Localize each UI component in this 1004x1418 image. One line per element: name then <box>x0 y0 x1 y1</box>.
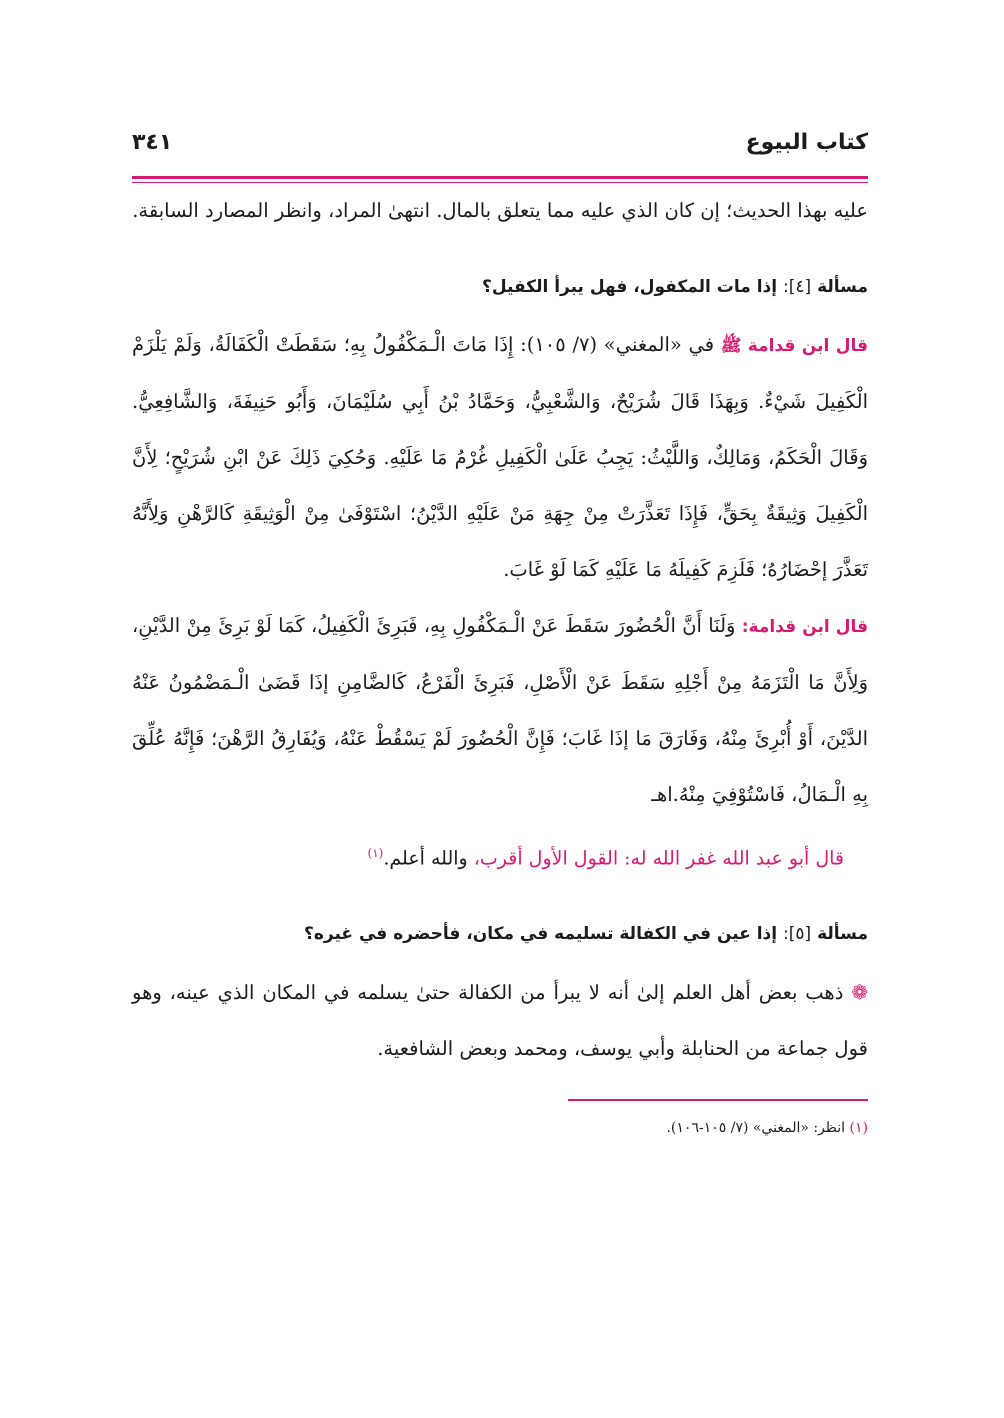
q4-para2-text: وَلَنَا أَنَّ الْحُضُورَ سَقَطَ عَنْ الْـمَكْفُولِ بِهِ، فَبَرِئَ الْكَفِيلُ، كَمَا لَوْ بَرِئَ مِنْ الدَّيْنِ، وَلِأَنَّ مَا الْتَزَمَهُ مِنْ أَجْلِهِ سَقَطَ عَنْ الْأَصْلِ، فَبَرِئَ الْفَرْعُ، كَالضَّامِنِ إذَا قَضَىٰ الْـمَضْمُونُ عَنْهُ الدَّيْنَ، أَوْ أُبْرِئَ مِنْهُ، وَفَارَقَ مَا إذَا غَابَ؛ فَإِنَّ الْحُضُورَ لَمْ يَسْقُطْ عَنْهُ، وَيُفَارِقُ الرَّهْنَ؛ فَإِنَّهُ عُلِّقَ بِهِ الْـمَالُ، فَاسْتُوْفِيَ مِنْهُ.اهـ <box>132 614 868 806</box>
q4-paragraph-1 <box>132 317 868 598</box>
question-label: مسألة <box>817 277 868 297</box>
question-title: إذا عين في الكفالة تسليمه في مكان، فأحضره في غيره؟ <box>304 924 778 945</box>
question-4-heading <box>132 257 868 317</box>
footnote-rule <box>568 1099 868 1101</box>
question-number: [٤]: <box>783 277 812 297</box>
question-number: [٥]: <box>783 924 812 945</box>
author-opinion-line <box>132 825 868 886</box>
header-rule <box>132 176 868 183</box>
flower-bullet-icon: ❁ <box>851 980 869 1005</box>
q4-para1-text: في «المغني» (٧/ ١٠٥): إِذَا مَاتَ الْـمَكْفُولُ بِهِ؛ سَقَطَتْ الْكَفَالَةُ، وَلَمْ يَلْزَمْ الْكَفِيلَ شَيْءٌ. وَبِهَذَا قَالَ شُرَيْحٌ، وَالشَّعْبِيُّ، وَحَمَّادُ بْنُ أَبِي سُلَيْمَانَ، وَأَبُو حَنِيفَةَ، وَالشَّافِعِيُّ. وَقَالَ الْحَكَمُ، وَمَالِكٌ، وَاللَّيْثُ: يَجِبُ عَلَىٰ الْكَفِيلِ غُرْمُ مَا عَلَيْهِ. وَحُكِيَ ذَلِكَ عَنْ ابْنِ شُرَيْحٍ؛ لِأَنَّ الْكَفِيلَ وَثِيقَةٌ بِحَقٍّ، فَإِذَا تَعَذَّرَتْ مِنْ جِهَةِ مَنْ عَلَيْهِ الدَّيْنُ؛ اسْتَوْفَىٰ مِنْ الْوَثِيقَةِ كَالرَّهْنِ وَلِأَنَّهُ تَعَذَّرَ إحْضَارُهُ؛ فَلَزِمَ كَفِيلَهُ مَا عَلَيْهِ كَمَا لَوْ غَابَ. <box>132 333 868 581</box>
q4-paragraph-2 <box>132 598 868 823</box>
footnote-mark: (١) <box>849 1120 868 1137</box>
question-title: إذا مات المكفول، فهل يبرأ الكفيل؟ <box>481 277 778 297</box>
q5-para1-text: ذهب بعض أهل العلم إلىٰ أنه لا يبرأ من الكفالة حتىٰ يسلمه في المكان الذي عينه، وهو قول جماعة من الحنابلة وأبي يوسف، ومحمد وبعض الشافعية. <box>132 981 868 1061</box>
intro-paragraph: عليه بهذا الحديث؛ إن كان الذي عليه مما يتعلق بالمال. انتهىٰ المراد، وانظر المصارد السابقة. <box>132 199 868 222</box>
page-number: ٣٤١ <box>132 130 173 155</box>
q5-paragraph-1 <box>132 964 868 1077</box>
author-opinion: القول الأول أقرب، <box>473 847 619 870</box>
footnote-text: انظر: «المغني» (٧/ ١٠٥-١٠٦). <box>666 1120 846 1137</box>
speaker-label: قال ابن قدامة: <box>741 617 868 637</box>
speaker-label: قال ابن قدامة ﷺ <box>720 336 868 356</box>
question-label: مسألة <box>817 924 868 945</box>
author-end: والله أعلم. <box>383 847 468 870</box>
book-title: كتاب البيوع <box>745 130 868 155</box>
page <box>132 128 868 1143</box>
footnote-reference[interactable]: (١) <box>367 846 384 860</box>
question-5-heading <box>132 904 868 964</box>
author-prefix: قال أبو عبد الله غفر الله له: <box>624 847 844 870</box>
footnote <box>132 1113 868 1143</box>
running-header <box>132 128 868 172</box>
